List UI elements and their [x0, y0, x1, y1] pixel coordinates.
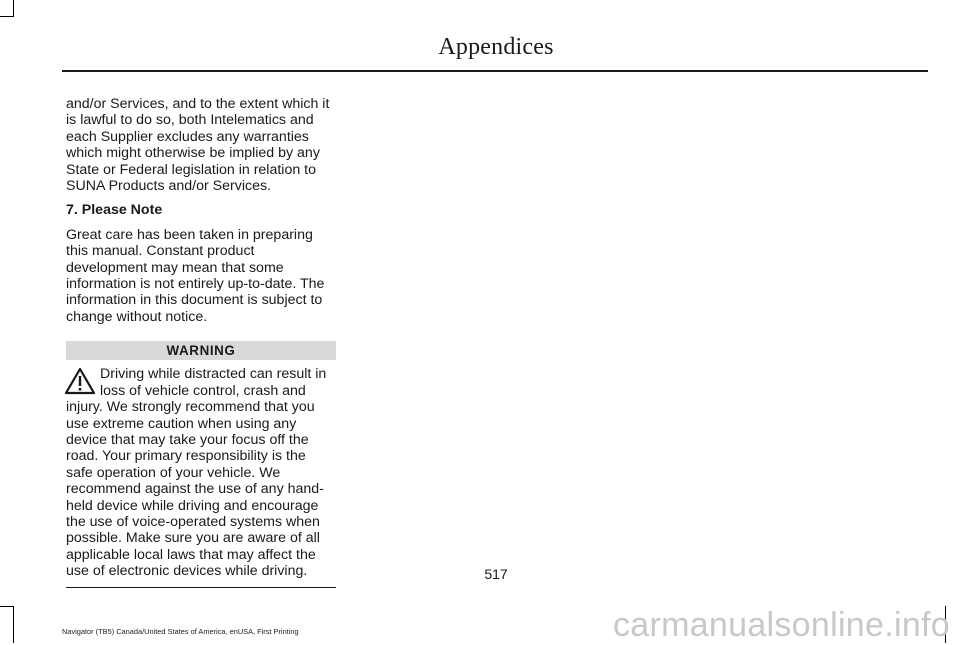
body-paragraph: and/or Services, and to the extent which it is lawful to do so, both Intelematics and each Supplier excludes any warranties which might otherwise be implied by any State or Federal legislation in relation to SUNA Products and/or Services.	[66, 96, 330, 195]
warning-triangle-icon	[64, 367, 96, 395]
text-column	[66, 96, 336, 588]
crop-mark	[0, 606, 13, 607]
body-paragraph: Great care has been taken in preparing this manual. Constant product development may mean that some information is not entirely up-to-date. The information in this document is subject to change without notice.	[66, 226, 325, 325]
crop-mark	[0, 16, 13, 17]
warning-label: WARNING	[66, 341, 336, 360]
section-heading: 7. Please Note	[66, 202, 163, 219]
crop-mark	[13, 606, 14, 643]
warning-text: Driving while distracted can result in loss of vehicle control, crash and injury. We strongly recommend that you use extreme caution when using any device that may take your focus off the road. Your primary responsibility is the safe operation of your vehicle. We recommend against the use of any hand-held device while driving and encourage the use of voice-operated systems when possible. Make sure you are aware of all applicable local laws that may affect the use of electronic devices while driving.	[66, 366, 327, 580]
page-header-title: Appendices	[438, 34, 554, 60]
crop-mark	[13, 0, 14, 17]
page-number: 517	[484, 566, 508, 582]
footer-text: Navigator (TB5) Canada/United States of America, enUSA, First Printing	[62, 627, 299, 636]
warning-box	[66, 366, 336, 579]
warning-end-rule	[66, 587, 336, 588]
header-rule	[62, 70, 928, 72]
watermark: carmanualsonline.info	[612, 606, 950, 644]
